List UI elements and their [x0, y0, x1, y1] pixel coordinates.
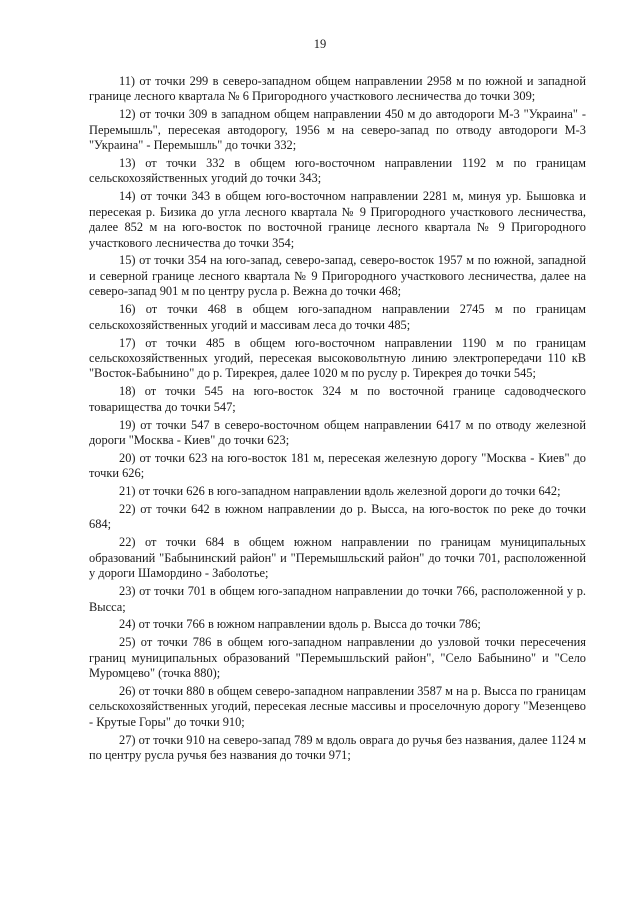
paragraph-26: 26) от точки 880 в общем северо-западном направлении 3587 м на р. Высса по границам сельскохозяйственных угодий, пересекая лесные массивы и проселочную дорогу "Мезенцево - Крутые Горы" до точки 910; — [89, 684, 586, 729]
paragraph-18: 18) от точки 545 на юго-восток 324 м по восточной границе садоводческого товарищества до точки 547; — [89, 384, 586, 414]
paragraph-12: 12) от точки 309 в западном общем направлении 450 м до автодороги М-3 "Украина" - Перемышль", пересекая автодорогу, 1956 м на северо-запад по отводу автодороги М-3 "Украина" - Перемышль" до точки 332; — [89, 107, 586, 153]
paragraph-16: 16) от точки 468 в общем юго-западном направлении 2745 м по границам сельскохозяйственных угодий и массивам леса до точки 485; — [89, 302, 586, 332]
paragraph-22b: 22) от точки 684 в общем южном направлении по границам муниципальных образований "Бабынинский район" и "Перемышльский район" до точки 701, расположенной у дороги Шамордино - Заболотье; — [89, 535, 586, 581]
paragraph-13: 13) от точки 332 в общем юго-восточном направлении 1192 м по границам сельскохозяйственных угодий до точки 343; — [89, 156, 586, 186]
paragraph-21: 21) от точки 626 в юго-западном направлении вдоль железной дороги до точки 642; — [119, 484, 561, 499]
document-body — [89, 74, 586, 766]
paragraph-20: 20) от точки 623 на юго-восток 181 м, пересекая железную дорогу "Москва - Киев" до точки 626; — [89, 450, 586, 481]
paragraph-15: 15) от точки 354 на юго-запад, северо-запад, северо-восток 1957 м по южной, западной и северной границе лесного квартала № 9 Пригородного участкового лесничества, далее на северо-запад 901 м по центру русла р. Вежна до точки 468; — [89, 253, 586, 299]
paragraph-17: 17) от точки 485 в общем юго-восточном направлении 1190 м по границам сельскохозяйственных угодий, пересекая высоковольтную линию электропередачи 110 кВ "Восток-Бабынино" до р. Тирекрея, далее 1020 м по руслу р. Тирекрея до точки 545; — [89, 335, 586, 381]
page-number: 19 — [313, 37, 327, 51]
paragraph-11: 11) от точки 299 в северо-западном общем направлении 2958 м по южной и западной границе лесного квартала № 6 Пригородного участкового лесничества до точки 309; — [89, 74, 586, 104]
paragraph-24: 24) от точки 766 в южном направлении вдоль р. Высса до точки 786; — [119, 617, 481, 632]
paragraph-25: 25) от точки 786 в общем юго-западном направлении до узловой точки пересечения границ муниципальных образований "Перемышльский район", "Село Бабынино" и "Село Муромцево" (точка 880); — [89, 635, 586, 681]
paragraph-19: 19) от точки 547 в северо-восточном общем направлении 6417 м по отводу железной дороги "Москва - Киев" до точки 623; — [89, 417, 586, 447]
paragraph-22a: 22) от точки 642 в южном направлении до р. Высса, на юго-восток по реке до точки 684; — [89, 502, 586, 532]
paragraph-27: 27) от точки 910 на северо-запад 789 м вдоль оврага до ручья без названия, далее 1124 м по центру русла ручья без названия до точки 971; — [89, 732, 586, 763]
paragraph-14: 14) от точки 343 в общем юго-восточном направлении 2281 м, минуя ур. Бышовка и пересекая р. Бизика до угла лесного квартала № 9 Пригородного участкового лесничества, далее 852 м на юго-восток по восточной границе лесного квартала № 9 Пригородного участкового лесничества до точки 354; — [89, 189, 586, 250]
paragraph-23: 23) от точки 701 в общем юго-западном направлении до точки 766, расположенной у р. Высса; — [89, 584, 586, 614]
